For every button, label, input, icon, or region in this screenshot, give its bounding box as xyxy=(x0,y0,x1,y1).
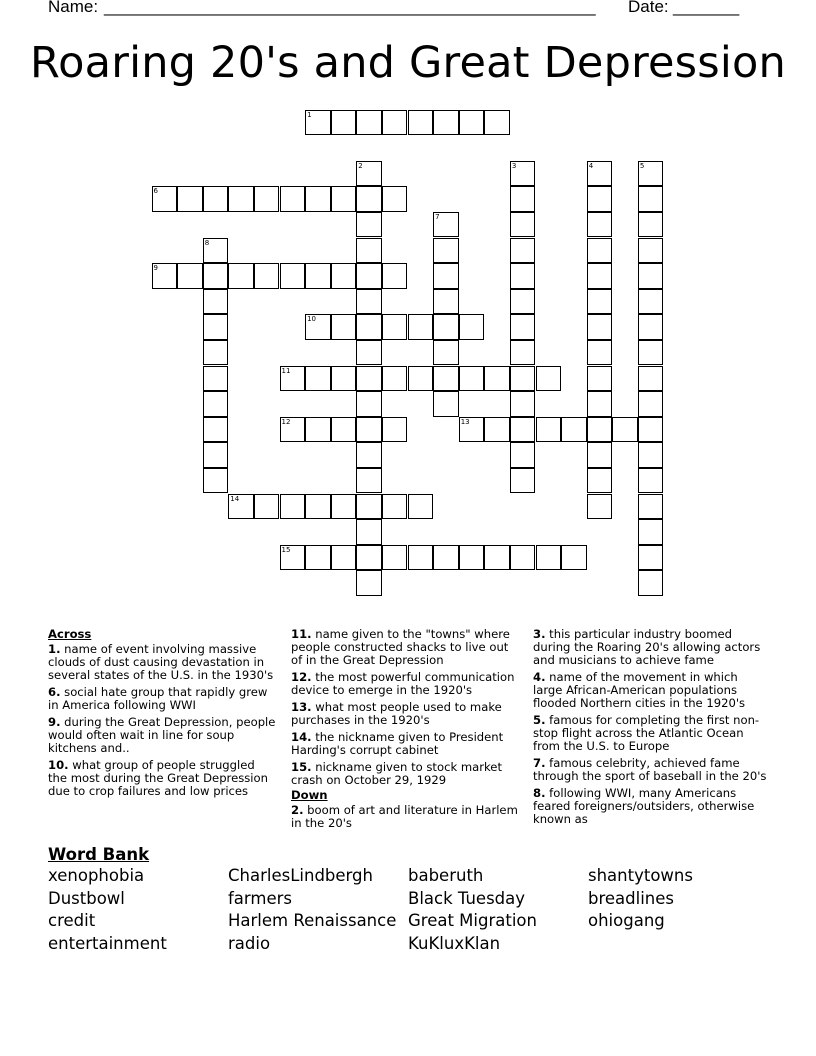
clue-number-label: 7 xyxy=(435,212,440,221)
crossword-cell[interactable] xyxy=(638,314,664,340)
crossword-cell[interactable] xyxy=(587,442,613,468)
crossword-cell[interactable] xyxy=(587,186,613,212)
crossword-cell[interactable] xyxy=(638,340,664,366)
clues-column-2 xyxy=(291,628,519,834)
crossword-cell[interactable] xyxy=(203,340,229,366)
word-bank-item: entertainment xyxy=(48,933,167,953)
clue-number-label: 12 xyxy=(281,417,291,426)
crossword-cell[interactable] xyxy=(510,314,536,340)
crossword-cell[interactable] xyxy=(356,570,382,596)
crossword-cell[interactable] xyxy=(305,417,331,443)
clue-across-1: 1. name of event involving massive clouds of dust causing devastation in several states of the U.S. in the 1930's xyxy=(48,642,274,682)
crossword-cell[interactable] xyxy=(254,186,280,212)
crossword-cell[interactable] xyxy=(356,212,382,238)
clue-across-9: 9. during the Great Depression, people would often wait in line for soup kitchens and.. xyxy=(48,715,276,755)
crossword-cell[interactable] xyxy=(459,417,485,443)
crossword-cell[interactable] xyxy=(356,519,382,545)
crossword-cell[interactable] xyxy=(356,442,382,468)
crossword-cell[interactable] xyxy=(510,468,536,494)
crossword-cell[interactable] xyxy=(561,417,587,443)
crossword-cell[interactable] xyxy=(408,366,434,392)
crossword-cell[interactable] xyxy=(305,186,331,212)
crossword-cell[interactable] xyxy=(356,391,382,417)
crossword-cell[interactable] xyxy=(305,110,331,136)
crossword-cell[interactable] xyxy=(638,289,664,315)
crossword-cell[interactable] xyxy=(356,545,382,571)
date-blank[interactable]: _______ xyxy=(673,0,740,16)
clue-down-5: 5. famous for completing the first non-stop flight across the Atlantic Ocean from the U.S. to Europe xyxy=(533,713,760,753)
crossword-cell[interactable] xyxy=(305,494,331,520)
crossword-cell[interactable] xyxy=(638,545,664,571)
crossword-cell[interactable] xyxy=(638,468,664,494)
clue-number-label: 4 xyxy=(588,161,594,170)
crossword-cell[interactable] xyxy=(408,110,434,136)
word-bank-item: ohiogang xyxy=(588,911,665,930)
worksheet-title: Roaring 20's and Great Depression xyxy=(30,38,786,88)
clues-column-3 xyxy=(533,628,769,830)
crossword-cell[interactable] xyxy=(433,263,459,289)
crossword-cell[interactable] xyxy=(382,314,408,340)
crossword-cell[interactable] xyxy=(638,519,664,545)
crossword-cell[interactable] xyxy=(638,494,664,520)
crossword-cell[interactable] xyxy=(228,263,254,289)
crossword-cell[interactable] xyxy=(356,494,382,520)
crossword-cell[interactable] xyxy=(587,289,613,315)
crossword-cell[interactable] xyxy=(280,494,306,520)
crossword-cell[interactable] xyxy=(177,186,203,212)
crossword-cell[interactable] xyxy=(203,442,229,468)
crossword-cell[interactable] xyxy=(356,186,382,212)
crossword-cell[interactable] xyxy=(382,494,408,520)
word-bank-item: farmers xyxy=(228,888,293,908)
crossword-cell[interactable] xyxy=(510,442,536,468)
crossword-cell[interactable] xyxy=(254,263,280,289)
crossword-cell[interactable] xyxy=(638,442,664,468)
crossword-cell[interactable] xyxy=(459,110,485,136)
crossword-cell[interactable] xyxy=(331,186,357,212)
crossword-cell[interactable] xyxy=(433,391,459,417)
crossword-cell[interactable] xyxy=(356,366,382,392)
crossword-cell[interactable] xyxy=(638,186,664,212)
clue-down-3: 3. this particular industry boomed during the Roaring 20's allowing actors and musicians to achieve fame xyxy=(533,627,761,667)
crossword-cell[interactable] xyxy=(382,263,408,289)
crossword-cell[interactable] xyxy=(510,212,536,238)
word-bank-item: xenophobia xyxy=(48,866,145,885)
clue-across-11: 11. name given to the "towns" where people constructed shacks to live out of in the Great Depression xyxy=(291,627,510,667)
down-heading: Down xyxy=(291,788,328,802)
crossword-cell[interactable] xyxy=(408,545,434,571)
crossword-cell[interactable] xyxy=(510,340,536,366)
word-bank-item: radio xyxy=(228,933,271,953)
crossword-cell[interactable] xyxy=(587,161,613,187)
crossword-cell[interactable] xyxy=(587,238,613,264)
crossword-cell[interactable] xyxy=(356,314,382,340)
crossword-cell[interactable] xyxy=(280,545,306,571)
crossword-cell[interactable] xyxy=(510,391,536,417)
clue-number-label: 6 xyxy=(153,187,158,196)
clue-across-15: 15. nickname given to stock market crash on October 29, 1929 xyxy=(291,760,502,787)
crossword-cell[interactable] xyxy=(203,417,229,443)
word-bank xyxy=(48,845,768,954)
crossword-cell[interactable] xyxy=(587,314,613,340)
clue-down-8: 8. following WWI, many Americans feared foreigners/outsiders, otherwise known as xyxy=(533,786,755,826)
crossword-cell[interactable] xyxy=(433,366,459,392)
crossword-cell[interactable] xyxy=(638,417,664,443)
crossword-cell[interactable] xyxy=(280,417,306,443)
crossword-cell[interactable] xyxy=(305,366,331,392)
crossword-cell[interactable] xyxy=(331,263,357,289)
crossword-cell[interactable] xyxy=(356,263,382,289)
crossword-cell[interactable] xyxy=(536,545,562,571)
crossword-cell[interactable] xyxy=(382,110,408,136)
crossword-cell[interactable] xyxy=(356,417,382,443)
clue-down-2: 2. boom of art and literature in Harlem in the 20's xyxy=(291,803,518,830)
crossword-cell[interactable] xyxy=(331,545,357,571)
crossword-cell[interactable] xyxy=(587,263,613,289)
crossword-cell[interactable] xyxy=(433,212,459,238)
crossword-cell[interactable] xyxy=(203,366,229,392)
word-bank-item: Black Tuesday xyxy=(408,888,526,908)
crossword-cell[interactable] xyxy=(228,494,254,520)
crossword-cell[interactable] xyxy=(203,468,229,494)
crossword-cell[interactable] xyxy=(228,186,254,212)
crossword-cell[interactable] xyxy=(638,263,664,289)
crossword-cell[interactable] xyxy=(638,161,664,187)
crossword-cell[interactable] xyxy=(254,494,280,520)
crossword-cell[interactable] xyxy=(203,238,229,264)
crossword-cell[interactable] xyxy=(587,340,613,366)
crossword-cell[interactable] xyxy=(459,366,485,392)
crossword-cell[interactable] xyxy=(356,161,382,187)
crossword-cell[interactable] xyxy=(152,263,178,289)
crossword-cell[interactable] xyxy=(305,545,331,571)
crossword-cell[interactable] xyxy=(433,238,459,264)
crossword-cell[interactable] xyxy=(203,314,229,340)
name-label: Name: xyxy=(48,0,99,16)
crossword-cell[interactable] xyxy=(536,366,562,392)
crossword-cell[interactable] xyxy=(510,545,536,571)
crossword-cell[interactable] xyxy=(382,545,408,571)
crossword-cell[interactable] xyxy=(587,494,613,520)
crossword-cell[interactable] xyxy=(484,366,510,392)
across-heading: Across xyxy=(48,627,92,641)
crossword-cell[interactable] xyxy=(484,417,510,443)
crossword-cell[interactable] xyxy=(484,545,510,571)
word-bank-item: KuKluxKlan xyxy=(408,933,501,953)
clue-across-14: 14. the nickname given to President Harding's corrupt cabinet xyxy=(291,730,504,757)
crossword-cell[interactable] xyxy=(638,212,664,238)
clue-number-label: 15 xyxy=(281,545,291,554)
crossword-cell[interactable] xyxy=(203,263,229,289)
crossword-cell[interactable] xyxy=(382,417,408,443)
clue-across-6: 6. social hate group that rapidly grew in America following WWI xyxy=(48,685,268,712)
word-bank-item: credit xyxy=(48,911,96,930)
crossword-cell[interactable] xyxy=(587,366,613,392)
crossword-cell[interactable] xyxy=(203,391,229,417)
crossword-cell[interactable] xyxy=(459,545,485,571)
clue-across-12: 12. the most powerful communication device to emerge in the 1920's xyxy=(291,670,515,697)
crossword-cell[interactable] xyxy=(331,417,357,443)
crossword-cell[interactable] xyxy=(280,186,306,212)
crossword-cell[interactable] xyxy=(331,314,357,340)
clue-number-label: 8 xyxy=(204,238,210,247)
clue-number-label: 14 xyxy=(230,494,240,503)
word-bank-item: Harlem Renaissance xyxy=(228,911,397,930)
crossword-cell[interactable] xyxy=(587,417,613,443)
clue-number-label: 9 xyxy=(153,264,158,273)
crossword-cell[interactable] xyxy=(612,417,638,443)
crossword-cell[interactable] xyxy=(356,238,382,264)
clue-number-label: 1 xyxy=(307,110,312,119)
crossword-cell[interactable] xyxy=(587,391,613,417)
crossword-cell[interactable] xyxy=(510,366,536,392)
crossword-cell[interactable] xyxy=(638,391,664,417)
crossword-cell[interactable] xyxy=(305,314,331,340)
crossword-cell[interactable] xyxy=(587,212,613,238)
clue-across-13: 13. what most people used to make purchases in the 1920's xyxy=(291,700,502,727)
word-bank-item: CharlesLindbergh xyxy=(228,866,373,885)
crossword-cell[interactable] xyxy=(177,263,203,289)
crossword-cell[interactable] xyxy=(510,161,536,187)
crossword-cell[interactable] xyxy=(408,494,434,520)
crossword-cell[interactable] xyxy=(305,263,331,289)
crossword-cell[interactable] xyxy=(331,110,357,136)
word-bank-item: Great Migration xyxy=(408,911,537,930)
crossword-cell[interactable] xyxy=(433,110,459,136)
clue-across-10: 10. what group of people struggled the most during the Great Depression due to crop failures and low prices xyxy=(48,758,268,798)
name-blank[interactable]: ____________________________________________________ xyxy=(104,0,596,16)
crossword-cell[interactable] xyxy=(561,545,587,571)
crossword-cell[interactable] xyxy=(587,468,613,494)
crossword-cell[interactable] xyxy=(638,570,664,596)
word-bank-item: baberuth xyxy=(408,866,484,885)
crossword-cell[interactable] xyxy=(382,366,408,392)
clue-number-label: 2 xyxy=(358,161,363,170)
crossword-cell[interactable] xyxy=(536,417,562,443)
clue-number-label: 13 xyxy=(460,417,470,426)
clue-down-4: 4. name of the movement in which large African-American populations flooded Northern cities in the 1920's xyxy=(533,670,746,710)
word-bank-heading: Word Bank xyxy=(48,845,150,864)
word-bank-item: shantytowns xyxy=(588,866,693,885)
crossword-cell[interactable] xyxy=(433,289,459,315)
crossword-cell[interactable] xyxy=(510,186,536,212)
crossword-cell[interactable] xyxy=(433,314,459,340)
crossword-cell[interactable] xyxy=(510,263,536,289)
clue-number-label: 10 xyxy=(307,315,317,324)
crossword-cell[interactable] xyxy=(356,110,382,136)
word-bank-item: breadlines xyxy=(588,888,675,908)
crossword-cell[interactable] xyxy=(280,263,306,289)
crossword-cell[interactable] xyxy=(203,186,229,212)
crossword-cell[interactable] xyxy=(433,340,459,366)
crossword-cell[interactable] xyxy=(356,468,382,494)
crossword-cell[interactable] xyxy=(433,545,459,571)
word-bank-item: Dustbowl xyxy=(48,888,125,908)
crossword-cell[interactable] xyxy=(382,186,408,212)
clue-down-7: 7. famous celebrity, achieved fame through the sport of baseball in the 20's xyxy=(533,756,767,783)
clues-column-1 xyxy=(48,628,276,802)
crossword-cell[interactable] xyxy=(484,110,510,136)
clue-number-label: 5 xyxy=(639,161,645,170)
crossword-cell[interactable] xyxy=(203,289,229,315)
date-label: Date: xyxy=(628,0,669,16)
clue-number-label: 11 xyxy=(281,366,291,375)
crossword-cell[interactable] xyxy=(459,314,485,340)
crossword-cell[interactable] xyxy=(510,238,536,264)
crossword-cell[interactable] xyxy=(356,340,382,366)
crossword-cell[interactable] xyxy=(510,289,536,315)
crossword-cell[interactable] xyxy=(638,366,664,392)
crossword-cell[interactable] xyxy=(331,494,357,520)
crossword-cell[interactable] xyxy=(510,417,536,443)
word-bank-list xyxy=(48,866,768,954)
crossword-cell[interactable] xyxy=(408,314,434,340)
crossword-cell[interactable] xyxy=(638,238,664,264)
crossword-cell[interactable] xyxy=(152,186,178,212)
crossword-cell[interactable] xyxy=(331,366,357,392)
crossword-cell[interactable] xyxy=(356,289,382,315)
clue-number-label: 3 xyxy=(511,161,517,170)
crossword-cell[interactable] xyxy=(280,366,306,392)
